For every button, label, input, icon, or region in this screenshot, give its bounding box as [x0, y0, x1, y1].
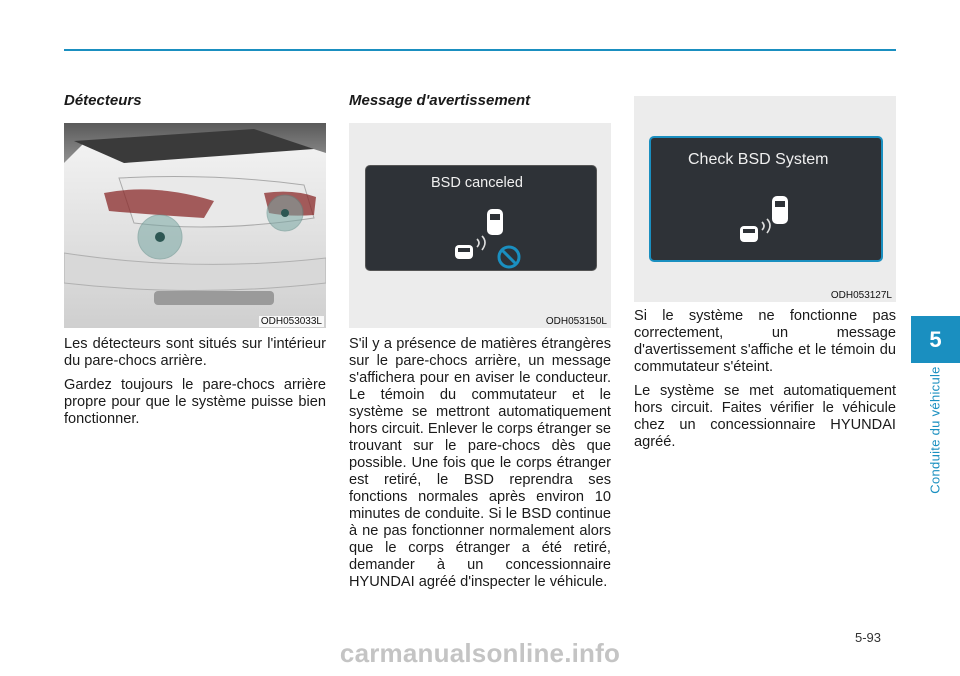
wave-icon: [762, 219, 770, 233]
header-rule: [64, 49, 896, 51]
text-check: [634, 308, 896, 458]
paragraph: Gardez toujours le pare-chocs arrière propre pour que le système puisse bien fonctionner.: [64, 377, 326, 427]
car-icon: [740, 226, 758, 242]
section-title-detecteurs: Détecteurs: [64, 92, 142, 109]
section-title-message: Message d'avertissement: [349, 92, 531, 109]
figure-code: ODH053033L: [260, 316, 322, 327]
watermark: carmanualsonline.info: [339, 638, 621, 668]
paragraph: S'il y a présence de matières étrangères sur le pare-chocs arrière, un message s'affichera pour en aviser le conducteur. Le témoin du commutateur et le système se mettront automatiquement hors circuit. Enlever le corps étranger se trouvant sur le pare-chocs dès que possible. Une fois que le corps étranger est retiré, le BSD reprendra ses fonctions normales après environ 10 minutes de conduite. Si le BSD continue à ne pas fonctionner normalement alors que le corps étranger a été retiré, demander à un concessionnaire HYUNDAI agréé d'inspecter le véhicule.: [349, 336, 611, 590]
page-number: 5-93: [855, 630, 882, 645]
figure-code: ODH053150L: [545, 316, 607, 327]
figure-bsd-canceled: [349, 123, 611, 328]
sensor-marker-icon: [267, 195, 303, 231]
figure-rear-bumper: [64, 123, 326, 328]
screen-message: Check BSD System: [688, 151, 829, 168]
chapter-tab: 5: [911, 316, 960, 363]
screen-graphics: [349, 123, 611, 328]
figure-check-bsd: [634, 96, 896, 302]
text-detecteurs: [64, 336, 326, 435]
paragraph: Si le système ne fonctionne pas correctement, un message d'avertissement s'affiche et le témoin du commutateur s'éteint.: [634, 308, 896, 375]
text-message: [349, 336, 611, 598]
paragraph: Les détecteurs sont situés sur l'intérieur du pare-chocs arrière.: [64, 336, 326, 369]
chapter-label: Conduite du véhicule: [927, 366, 943, 494]
car-icon: [455, 245, 473, 259]
car-rear-photo: [64, 123, 326, 328]
car-icon: [487, 209, 503, 235]
paragraph: Le système se met automatiquement hors circuit. Faites vérifier le véhicule chez un concessionnaire HYUNDAI agréé.: [634, 383, 896, 450]
screen-message: BSD canceled: [431, 175, 523, 191]
prohibited-icon: [499, 247, 519, 267]
wave-icon: [477, 236, 485, 250]
car-icon: [772, 196, 788, 224]
screen-graphics: [634, 96, 896, 302]
figure-code: ODH053127L: [830, 290, 892, 301]
sensor-marker-icon: [138, 215, 182, 259]
